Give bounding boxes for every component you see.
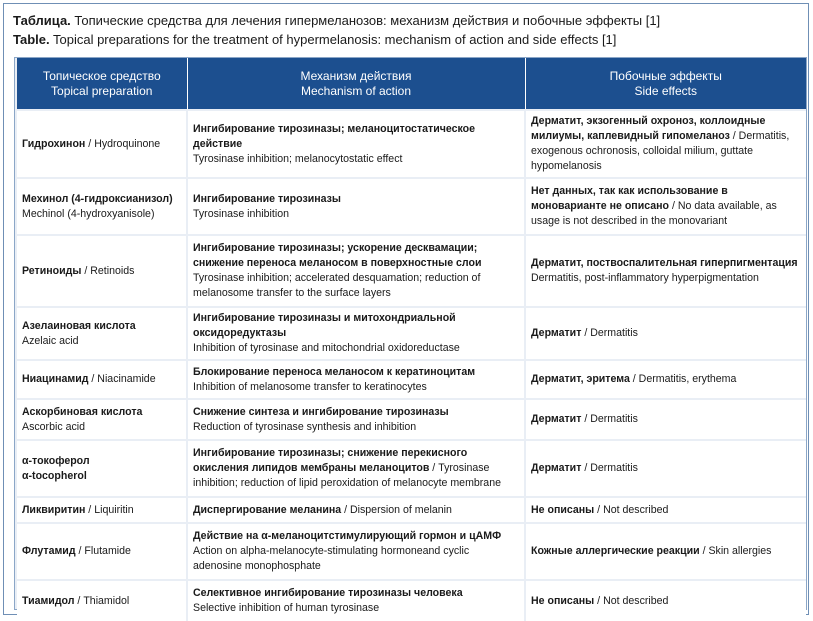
mechanism-cell: Действие на α-меланоцитстимулирующий гормон и цАМФ Action on alpha-melanocyte-stimulating hormoneand cyclic adenosine monophosphate	[187, 523, 525, 580]
side-effects-cell: Нет данных, так как использование в моноварианте не описано / No data available, as usage is not described in the monovariant	[525, 178, 806, 235]
table-header-row	[17, 58, 806, 110]
side-effects-cell: Не описаны / Not described	[525, 497, 806, 523]
table-row	[17, 307, 806, 360]
mechanism-cell: Блокирование переноса меланосом к кератиноцитам Inhibition of melanosome transfer to keratinocytes	[187, 360, 525, 399]
preparation-cell: Гидрохинон / Hydroquinone	[17, 110, 187, 178]
header-side-effects: Побочные эффекты Side effects	[525, 58, 806, 110]
mechanism-cell: Ингибирование тирозиназы Tyrosinase inhibition	[187, 178, 525, 235]
table-row	[17, 360, 806, 399]
preparations-table	[17, 58, 806, 621]
mechanism-cell: Ингибирование тирозиназы; меланоцитостатическое действие Tyrosinase inhibition; melanocytostatic effect	[187, 110, 525, 178]
preparation-cell: α-токоферол α-tocopherol	[17, 440, 187, 497]
caption-en-lead: Table.	[13, 32, 50, 47]
mechanism-cell: Ингибирование тирозиназы; ускорение десквамации; снижение переноса меланосом в поверхностные слои Tyrosinase inhibition; accelerated desquamation; reduction of melanosome transfer to the surface layers	[187, 235, 525, 307]
figure-frame	[3, 3, 809, 615]
caption-ru-lead: Таблица.	[13, 13, 71, 28]
table-row	[17, 580, 806, 621]
side-effects-cell: Дерматит / Dermatitis	[525, 440, 806, 497]
caption-en	[13, 30, 803, 49]
side-effects-cell: Кожные аллергические реакции / Skin allergies	[525, 523, 806, 580]
header-preparation: Топическое средство Topical preparation	[17, 58, 187, 110]
side-effects-cell: Дерматит / Dermatitis	[525, 307, 806, 360]
mechanism-cell: Селективное ингибирование тирозиназы человека Selective inhibition of human tyrosinase	[187, 580, 525, 621]
side-effects-cell: Не описаны / Not described	[525, 580, 806, 621]
preparation-cell: Флутамид / Flutamide	[17, 523, 187, 580]
mechanism-cell: Диспергирование меланина / Dispersion of melanin	[187, 497, 525, 523]
table-row	[17, 110, 806, 178]
table-row	[17, 235, 806, 307]
table-row	[17, 523, 806, 580]
caption-ru-text: Топические средства для лечения гипермеланозов: механизм действия и побочные эффекты [1]	[74, 13, 661, 28]
table-row	[17, 178, 806, 235]
mechanism-cell: Ингибирование тирозиназы и митохондриальной оксидоредуктазы Inhibition of tyrosinase and mitochondrial oxidoreductase	[187, 307, 525, 360]
side-effects-cell: Дерматит, поствоспалительная гиперпигментация Dermatitis, post-inflammatory hyperpigmentation	[525, 235, 806, 307]
table-container	[14, 57, 807, 614]
table-row	[17, 497, 806, 523]
preparation-cell: Аскорбиновая кислота Ascorbic acid	[17, 399, 187, 440]
caption-ru	[13, 11, 803, 30]
caption-en-text: Topical preparations for the treatment of hypermelanosis: mechanism of action and side effects [1]	[53, 32, 617, 47]
table-caption	[13, 11, 803, 49]
preparation-cell: Мехинол (4-гидроксианизол) Mechinol (4-hydroxyanisole)	[17, 178, 187, 235]
table-row	[17, 399, 806, 440]
side-effects-cell: Дерматит / Dermatitis	[525, 399, 806, 440]
header-mechanism: Механизм действия Mechanism of action	[187, 58, 525, 110]
preparation-cell: Ниацинамид / Niacinamide	[17, 360, 187, 399]
preparation-cell: Ликвиритин / Liquiritin	[17, 497, 187, 523]
side-effects-cell: Дерматит, эритема / Dermatitis, erythema	[525, 360, 806, 399]
preparation-cell: Ретиноиды / Retinoids	[17, 235, 187, 307]
preparation-cell: Тиамидол / Thiamidol	[17, 580, 187, 621]
mechanism-cell: Ингибирование тирозиназы; снижение перекисного окисления липидов мембраны меланоцитов / Tyrosinase inhibition; reduction of lipid peroxidation of melanocyte membrane	[187, 440, 525, 497]
preparation-cell: Азелаиновая кислота Azelaic acid	[17, 307, 187, 360]
side-effects-cell: Дерматит, экзогенный охроноз, коллоидные милиумы, каплевидный гипомеланоз / Dermatitis, exogenous ochronosis, colloidal milium, guttate hypomelanosis	[525, 110, 806, 178]
mechanism-cell: Снижение синтеза и ингибирование тирозиназы Reduction of tyrosinase synthesis and inhibition	[187, 399, 525, 440]
table-row	[17, 440, 806, 497]
